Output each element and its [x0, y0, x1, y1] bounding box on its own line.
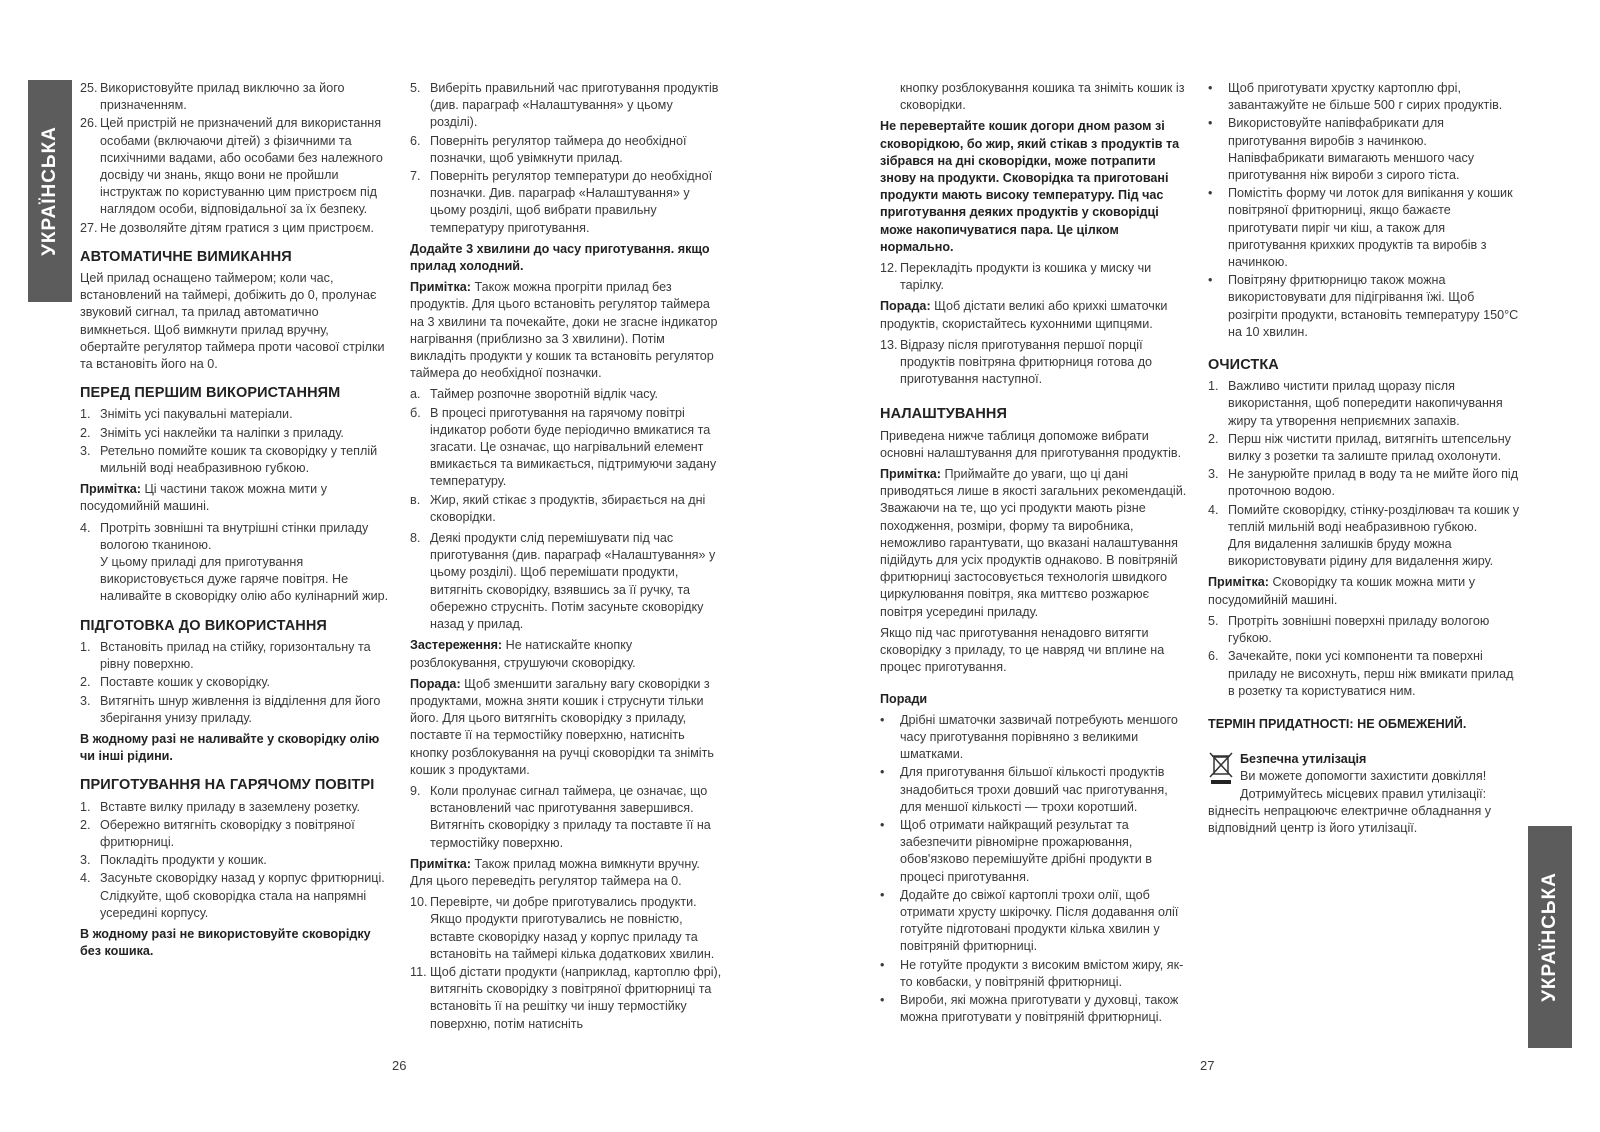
add-time-note: Додайте 3 хвилини до часу приготування. якщо прилад холодний. — [410, 241, 710, 274]
hot-air-list-12 — [880, 260, 1192, 294]
list-item: 1. Важливо чистити прилад щоразу після використання, щоб попередити накопичування жиру та утворення неприємних запахів. — [1208, 379, 1503, 428]
page-number-left: 26 — [392, 1058, 407, 1073]
list-item: • Вироби, які можна приготувати у духовці, також можна приготувати у повітряній фритюрниці. — [880, 992, 1179, 1025]
tip-note: Порада: Щоб зменшити загальну вагу сковорідки з продуктами, можна зняти кошик і струснути тільки його. Для цього витягніть сковорідку з приладу, поставте її на термостійку поверхню, натисніть кнопку розблокування на ручці сковорідки та зніміть кошик з продуктами. — [410, 676, 714, 777]
caution-note: Застереження: Не натискайте кнопку розблокування, струшуючи сковорідку. — [410, 638, 636, 670]
hot-air-list-9 — [410, 783, 722, 852]
preheat-note: Примітка: Також можна прогріти прилад без продуктів. Для цього встановіть регулятор таймера на 3 хвилини та почекайте, доки не згасне індикатор нагрівання (приблизно за 3 хвилини). Потім викладіть продукти у кошик та встановіть регулятор таймера до необхідної позначки. — [410, 280, 718, 381]
page-26-column-1 — [80, 80, 392, 964]
list-item: 2. Обережно витягніть сковорідку з повітряної фритюрниці. — [80, 817, 355, 849]
list-item: 2. Поставте кошик у сковорідку. — [80, 675, 270, 690]
list-item: 1. Зніміть усі пакувальні матеріали. — [80, 407, 293, 422]
tongs-tip: Порада: Щоб дістати великі або крихкі шматочки продуктів, скористайтесь кухонними щипцями. — [880, 299, 1168, 331]
disposal-text-top — [1240, 751, 1486, 803]
preparation-list — [80, 639, 392, 727]
list-item: 3. Ретельно помийте кошик та сковорідку у теплій мильній воді неабразивною губкою. — [80, 443, 378, 476]
tips-heading: Поради — [880, 691, 928, 706]
list-item: a. Таймер розпочне зворотній відлік часу. — [410, 387, 659, 402]
tips-list — [880, 712, 1192, 1027]
settings-note: Примітка: Приймайте до уваги, що ці дані приводяться лише в якості загальних рекомендацій. Зважаючи на те, що усі продукти мають різне походження, розміри, форму та виробника, неможливо гарантувати, що вказані налаштування підійдуть для усіх продуктів однаково. В повітряній фритюрниці застосовується технологія швидкого циркулювання повітря, яка миттєво розжарює повітря усередині приладу. — [880, 467, 1187, 619]
list-item: 5. Протріть зовнішні поверхні приладу вологою губкою. — [1208, 613, 1490, 646]
section-heading-preparation: ПІДГОТОВКА ДО ВИКОРИСТАННЯ — [80, 617, 327, 634]
list-item: 11. Щоб дістати продукти (наприклад, картоплю фрі), витягніть сковорідку з повітряної фритюрниці та встановіть її на решітку чи іншу термостійку поверхню, потім натисніть — [410, 964, 722, 1031]
list-item: 6. Зачекайте, поки усі компоненти та поверхні приладу не висохнуть, перш ніж вмикати прилад в розетку та користуватися ним. — [1208, 649, 1514, 698]
list-item: 3. Покладіть продукти у кошик. — [80, 853, 267, 868]
cleaning-list-2 — [1208, 613, 1520, 700]
hot-air-list-10-11 — [410, 894, 722, 1033]
list-item: б. В процесі приготування на гарячому повітрі індикатор роботи буде періодично вмикатися та згасати. Це означає, що нагрівальний елемент вмикається та вимикається, підтримуючи задану температуру. — [410, 405, 717, 489]
auto-off-text: Цей прилад оснащено таймером; коли час, встановлений на таймері, добіжить до 0, пролунає звуковий сигнал, та прилад автоматично вимкнеться. Щоб вимкнути прилад вручну, обертайте регулятор таймера проти часової стрілки та встановіть його на 0. — [80, 271, 385, 372]
disposal-line-2: Дотримуйтесь місцевих правил утилізації: — [1240, 786, 1487, 801]
settings-text: Приведена нижче таблиця допоможе вибрати основні налаштування для приготування продуктів. — [880, 428, 1182, 460]
page-number-right: 27 — [1200, 1058, 1215, 1073]
list-item: 2. Зніміть усі наклейки та налiпки з приладу. — [80, 425, 344, 440]
section-heading-settings: НАЛАШТУВАННЯ — [880, 406, 1007, 423]
disposal-title: Безпечна утилізація — [1240, 752, 1367, 767]
list-item: • Повітряну фритюрницю також можна використовувати для підігрівання їжі. Щоб розігріти продукти, встановіть температуру 150°C на 10 хвилин. — [1208, 273, 1519, 339]
section-heading-before-first-use: ПЕРЕД ПЕРШИМ ВИКОРИСТАННЯМ — [80, 385, 341, 402]
list-item: 6. Поверніть регулятор таймера до необхідної позначки, щоб увімкнути прилад. — [410, 133, 687, 165]
language-tab-left-label: УКРАЇНСЬКА — [39, 126, 60, 256]
list-item: • Щоб отримати найкращий результат та забезпечити рівномірне прожарювання, обов'язково перемішуйте дрібні продукти в процесі приготування. — [880, 817, 1152, 884]
disposal-text-rest: віднесіть непрацюючє електричне обладнання у відповідний центр із його утилізації. — [1208, 803, 1492, 835]
before-use-list-2 — [80, 520, 392, 606]
list-item: 13. Відразу після приготування першої порції продуктів повітряна фритюрниця готова до приготування наступної. — [880, 337, 1153, 387]
list-item: 12. Перекладіть продукти із кошика у миску чи тарілку. — [880, 261, 1152, 293]
list-item: • Помістіть форму чи лоток для випікання у кошик повітряної фритюрниці, якщо бажаєте приготувати пиріг чи кіш, а також для приготування крихких продуктів та виробів з начинкою. — [1208, 186, 1513, 270]
list-item: • Щоб приготувати хрустку картоплю фрі, завантажуйте не більше 500 г сирих продуктів. — [1208, 81, 1503, 113]
list-item: 27. Не дозволяйте дітям гратися з цим пристроєм. — [80, 220, 375, 235]
disposal-line-1: Ви можете допомогти захистити довкілля! — [1240, 769, 1487, 784]
crossed-bin-icon — [1208, 751, 1234, 785]
list-item: 8. Деякі продукти слід перемішувати під час приготування (див. параграф «Налаштування» у цьому розділі). Щоб перемішати продукти, витягніть сковорідку, взявшись за її ручку, та обережно струсніть. Потім засуньте сковорідку назад у прилад. — [410, 531, 716, 632]
basket-warning: Не перевертайте кошик догори дном разом зі сковорідкою, бо жир, який стікав з продуктів та зібрався на дні сковорідки, може потрапити знову на продукти. Сковорідка та приготовані продукти мають високу температуру. Під час приготування деяких продуктів у сковорідці може накопичуватися пара. Це цілком нормально. — [880, 119, 1180, 254]
page-27-column-2 — [1208, 80, 1520, 837]
page-27-column-1 — [880, 80, 1192, 1030]
preparation-warning: В жодному разі не наливайте у сковорідку олію чи інші рідини. — [80, 731, 380, 764]
disposal-header — [1208, 751, 1520, 803]
language-tab-left — [28, 80, 72, 302]
list-item: 10. Перевірте, чи добре приготувались продукти. Якщо продукти приготувались не повністю, вставте сковорідку назад у корпус приладу та встановіть на таймері кілька додаткових хвилин. — [410, 895, 715, 961]
hot-air-list-8 — [410, 530, 722, 633]
item-11-continued: кнопку розблокування кошика та зніміть кошик із сковорідки. — [900, 81, 1185, 113]
list-item: • Додайте до свіжої картоплі трохи олії, щоб отримати хрусту шкірочку. Після додавання олії готуйте підготовані продукти кілька хвилин у повітряній фритюрниці. — [880, 887, 1179, 954]
cleaning-list — [1208, 378, 1520, 570]
shelf-life: ТЕРМІН ПРИДАТНОСТІ: НЕ ОБМЕЖЕНИЙ. — [1208, 716, 1467, 731]
list-item: 9. Коли пролунає сигнал таймера, це означає, що встановлений час приготування завершився. Витягніть сковорідку з приладу та поставте її на термостійку поверхню. — [410, 783, 711, 850]
hot-air-warning: В жодному разі не використовуйте сковорідку без кошика. — [80, 926, 371, 959]
language-tab-right-label: УКРАЇНСЬКА — [1539, 872, 1560, 1002]
section-heading-hot-air: ПРИГОТУВАННЯ НА ГАРЯЧОМУ ПОВІТРІ — [80, 777, 375, 794]
list-item: • Не готуйте продукти з високим вмістом жиру, як-то ковбаски, у повітряній фритюрниці. — [880, 957, 1184, 989]
list-item: 25. Використовуйте прилад виключно за його призначенням. — [80, 81, 345, 113]
list-item: 4. Засуньте сковорідку назад у корпус фритюрниці. Слідкуйте, щоб сковорідка стала на напрямні усередині корпусу. — [80, 871, 385, 920]
language-tab-right — [1528, 826, 1572, 1048]
list-item: • Для приготування більшої кількості продуктів знадобиться трохи довший час приготування, для меншої кількості — трохи коротший. — [880, 765, 1168, 814]
tips-list-continued — [1208, 80, 1520, 341]
section-heading-cleaning: ОЧИСТКА — [1208, 357, 1279, 374]
list-item: • Дрібні шматочки зазвичай потребують меншого часу приготування порівняно з великими шматками. — [880, 712, 1178, 762]
list-item: 3. Не занурюйте прилад в воду та не мийте його під проточною водою. — [1208, 467, 1519, 499]
hot-air-list-continued — [410, 80, 722, 237]
list-item: 4. Протріть зовнішні та внутрішні стінки приладу вологою тканиною. У цьому приладі для приготування використовується дуже гаряче повітря. Не наливайте в сковорідку олію або кулінарний жир. — [80, 520, 389, 604]
list-item: 2. Перш ніж чистити прилад, витягніть штепсельну вилку з розетки та залиште прилад охолонути. — [1208, 431, 1511, 464]
cleaning-note: Примітка: Сковорідку та кошик можна мити у посудомийній машині. — [1208, 575, 1476, 607]
hot-air-list-13 — [880, 337, 1192, 389]
manual-off-note: Примітка: Також прилад можна вимкнути вручну. Для цього переведіть регулятор таймера на 0. — [410, 856, 700, 888]
list-item: • Використовуйте напівфабрикати для приготування виробів з начинкою. Напівфабрикати вимагають меншого часу приготування ніж вироби з сирого тіста. — [1208, 116, 1475, 183]
settings-paragraph: Якщо під час приготування ненадовго витягти сковорідку з приладу, то це навряд чи вплине на процес приготування. — [880, 625, 1165, 675]
list-item: в. Жир, який стікає з продуктів, збирається на дні сковорідки. — [410, 492, 706, 524]
list-item: 1. Встановіть прилад на стійку, горизонтальну та рівну поверхню. — [80, 639, 371, 672]
disposal-block — [1208, 751, 1520, 837]
page-26-column-2 — [410, 80, 722, 1037]
lettered-list — [410, 386, 722, 526]
list-item: 7. Поверніть регулятор температури до необхідної позначки. Див. параграф «Налаштування» у цьому розділі, щоб вибрати правильну температуру приготування. — [410, 169, 713, 235]
before-use-list — [80, 406, 392, 477]
list-item: 26. Цей пристрій не призначений для використання особами (включаючи дітей) з фізичними та психічними вадами, або особами без належного досвіду чи знань, якщо вони не пройшли інструктаж по користуванню цим пристроєм під наглядом особи, відповідальної за їх безпеку. — [80, 116, 383, 217]
list-item: 1. Вставте вилку приладу в заземлену розетку. — [80, 799, 361, 814]
safety-list-continued — [80, 80, 392, 237]
before-use-note: Примітка: Ці частини також можна мити у посудомийній машині. — [80, 482, 328, 514]
list-item: 5. Виберіть правильний час приготування продуктів (див. параграф «Налаштування» у цьому розділі). — [410, 81, 719, 130]
section-heading-auto-off: АВТОМАТИЧНЕ ВИМИКАННЯ — [80, 248, 292, 265]
hot-air-list — [80, 799, 392, 922]
list-item: 4. Помийте сковорідку, стінку-розділювач та кошик у теплій мильній воді неабразивною губкою. Для видалення залишків бруду можна використовувати рідину для видалення жиру. — [1208, 502, 1520, 569]
list-item: 3. Витягніть шнур живлення із відділення для його зберігання унизу приладу. — [80, 693, 381, 725]
